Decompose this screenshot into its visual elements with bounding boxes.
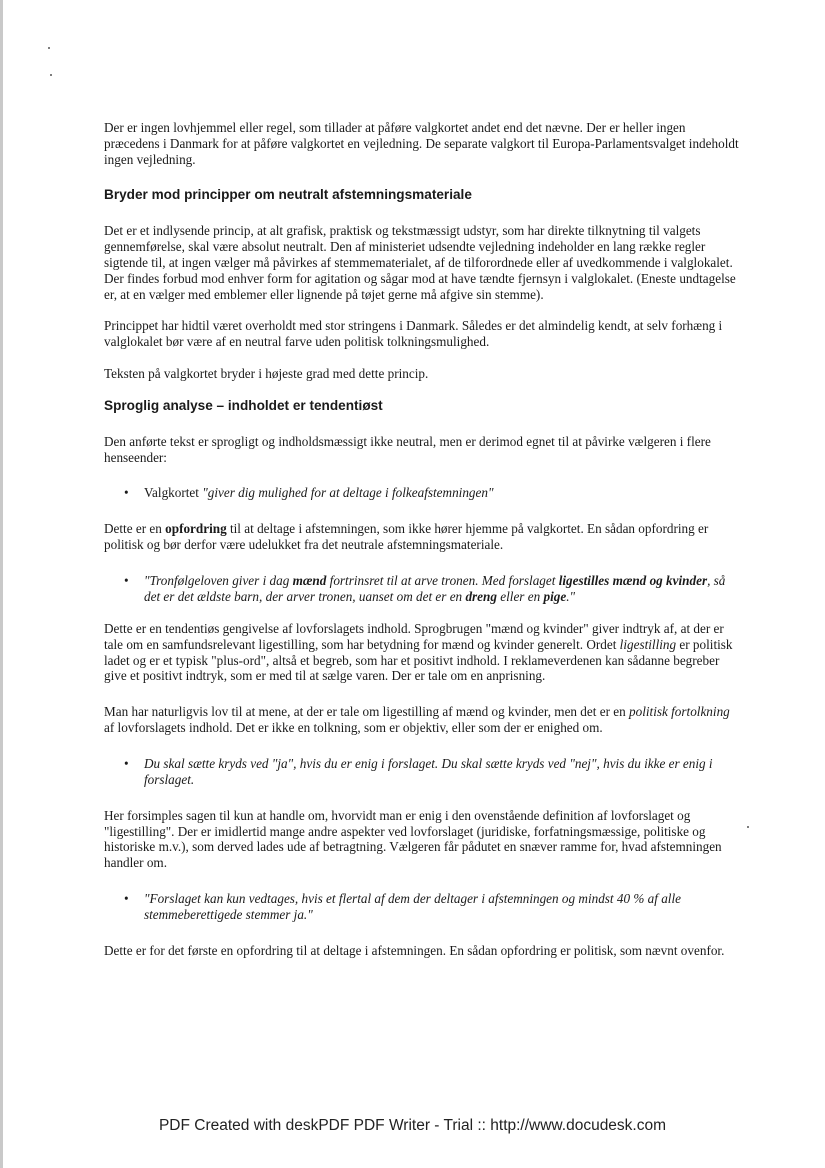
paragraph-political-interpretation: Man har naturligvis lov til at mene, at der er tale om ligestilling af mænd og kvinder, men det er en politisk fortolkning af lovforslagets indhold. Det er ikke en tolkning, som er objektiv, eller som der er enighed om. bbox=[104, 704, 730, 735]
emphasis-ligestilling: ligestilling bbox=[619, 636, 677, 652]
document-body bbox=[104, 120, 740, 959]
bullet-item-3: • Du skal sætte kryds ved "ja", hvis du er enig i forslaget. Du skal sætte kryds ved "nej", hvis du ikke er enig i forslaget. bbox=[124, 755, 713, 787]
paragraph-first-encouragement: Dette er for det første en opfordring til at deltage i afstemningen. En sådan opfordring er politisk, som nævnt ovenfor. bbox=[104, 942, 725, 958]
scan-speck bbox=[747, 826, 749, 828]
paragraph-text-breaks-principle: Teksten på valgkortet bryder i højeste grad med dette princip. bbox=[104, 365, 429, 381]
bullet-1-quote: "giver dig mulighed for at deltage i folkeafstemningen" bbox=[202, 485, 494, 501]
bullet-item-4: • "Forslaget kan kun vedtages, hvis et flertal af dem der deltager i afstemningen og mindst 40 % af alle stemmeberettigede stemmer ja." bbox=[124, 890, 681, 922]
paragraph-principle-upheld: Princippet har hidtil været overholdt med stor stringens i Danmark. Således er det almindelig kendt, at selv forhæng i valglokalet bør være af en neutral farve uden politisk tolkningsmulighed. bbox=[104, 318, 723, 350]
bullet-icon: • bbox=[124, 572, 129, 588]
paragraph-simplification: Her forsimples sagen til kun at handle om, hvorvidt man er enig i den ovenstående definition af lovforslaget og "ligestilling". Der er imidlertid mange andre aspekter ved lovforslaget (juridiske, forfatningsmæssige, politiske og historiske m.v.), som derved lades ude af betragtning. Vælgeren får pådutet en snæver ramme for, hvad afstemningen handler om. bbox=[104, 807, 722, 871]
emphasis-opfordring: opfordring bbox=[165, 521, 227, 537]
paragraph-legal-basis: Der er ingen lovhjemmel eller regel, som tillader at påføre valgkortet andet end det nævne. Der er heller ingen præcedens i Danmark for at påføre valgkortet en vejledning. De separate valgkort til Europa-Parlamentsvalget indeholdt ingen vejledning. bbox=[104, 120, 739, 167]
bullet-item-1 bbox=[104, 485, 740, 501]
bullet-icon: • bbox=[124, 485, 129, 501]
heading-neutral-material: Bryder mod principper om neutralt afstemningsmateriale bbox=[104, 187, 472, 203]
bullet-1-prefix: Valgkortet bbox=[144, 485, 203, 501]
scan-speck bbox=[48, 47, 50, 49]
paragraph-text-not-neutral: Den anførte tekst er sprogligt og indholdsmæssigt ikke neutral, men er derimod egnet til at påvirke vælgeren i flere henseender: bbox=[104, 433, 711, 465]
bullet-icon: • bbox=[124, 755, 129, 771]
bullet-icon: • bbox=[124, 890, 129, 906]
paragraph-tendentious: Dette er en tendentiøs gengivelse af lovforslagets indhold. Sprogbrugen "mænd og kvinder" giver indtryk af, at der er tale om en samfundsrelevant ligestilling, som har betydning for mænd og kvinder generelt. Ordet ligestilling er politisk ladet og er et typisk "plus-ord", altså et begreb, som har et positivt indhold. I reklameverdenen kan sådanne begreber give et positivt indtryk, som er med til at sælge varen. Der er tale om en anprisning. bbox=[104, 620, 733, 684]
scan-edge bbox=[0, 0, 3, 1168]
scan-speck bbox=[50, 74, 52, 76]
emphasis-politisk-fortolkning: politisk fortolkning bbox=[629, 704, 730, 720]
paragraph-neutral-principle: Det er et indlysende princip, at alt grafisk, praktisk og tekstmæssigt udstyr, som har direkte tilknytning til valgets gennemførelse, skal være absolut neutralt. Den af ministeriet udsendte vejledning indeholder en lang række regler sigtende til, at ingen vælger må påvirkes af stemmematerialet, af de tilforordnede eller af uvedkommende i valglokalet. Der findes forbud mod enhver form for agitation og sågar mod at have tændte fjernsyn i valglokalet. (Eneste undtagelse er, at en vælger med emblemer eller lignende på tøjet gerne må afgive sin stemme). bbox=[104, 223, 736, 302]
pdf-footer: PDF Created with deskPDF PDF Writer - Trial :: http://www.docudesk.com bbox=[158, 1117, 667, 1134]
heading-linguistic-analysis: Sproglig analyse – indholdet er tendentiøst bbox=[104, 397, 383, 413]
paragraph-encouragement: Dette er en opfordring til at deltage i afstemningen, som ikke hører hjemme på valgkortet. En sådan opfordring er politisk og bør derfor være udelukket fra det neutrale afstemningsmateriale. bbox=[104, 521, 709, 553]
bullet-item-2: • "Tronfølgeloven giver i dag mænd fortrinsret til at arve tronen. Med forslaget ligestilles mænd og kvinder, så det er det ældste barn, der arver tronen, uanset om det er en dreng eller en pige." bbox=[124, 572, 726, 604]
